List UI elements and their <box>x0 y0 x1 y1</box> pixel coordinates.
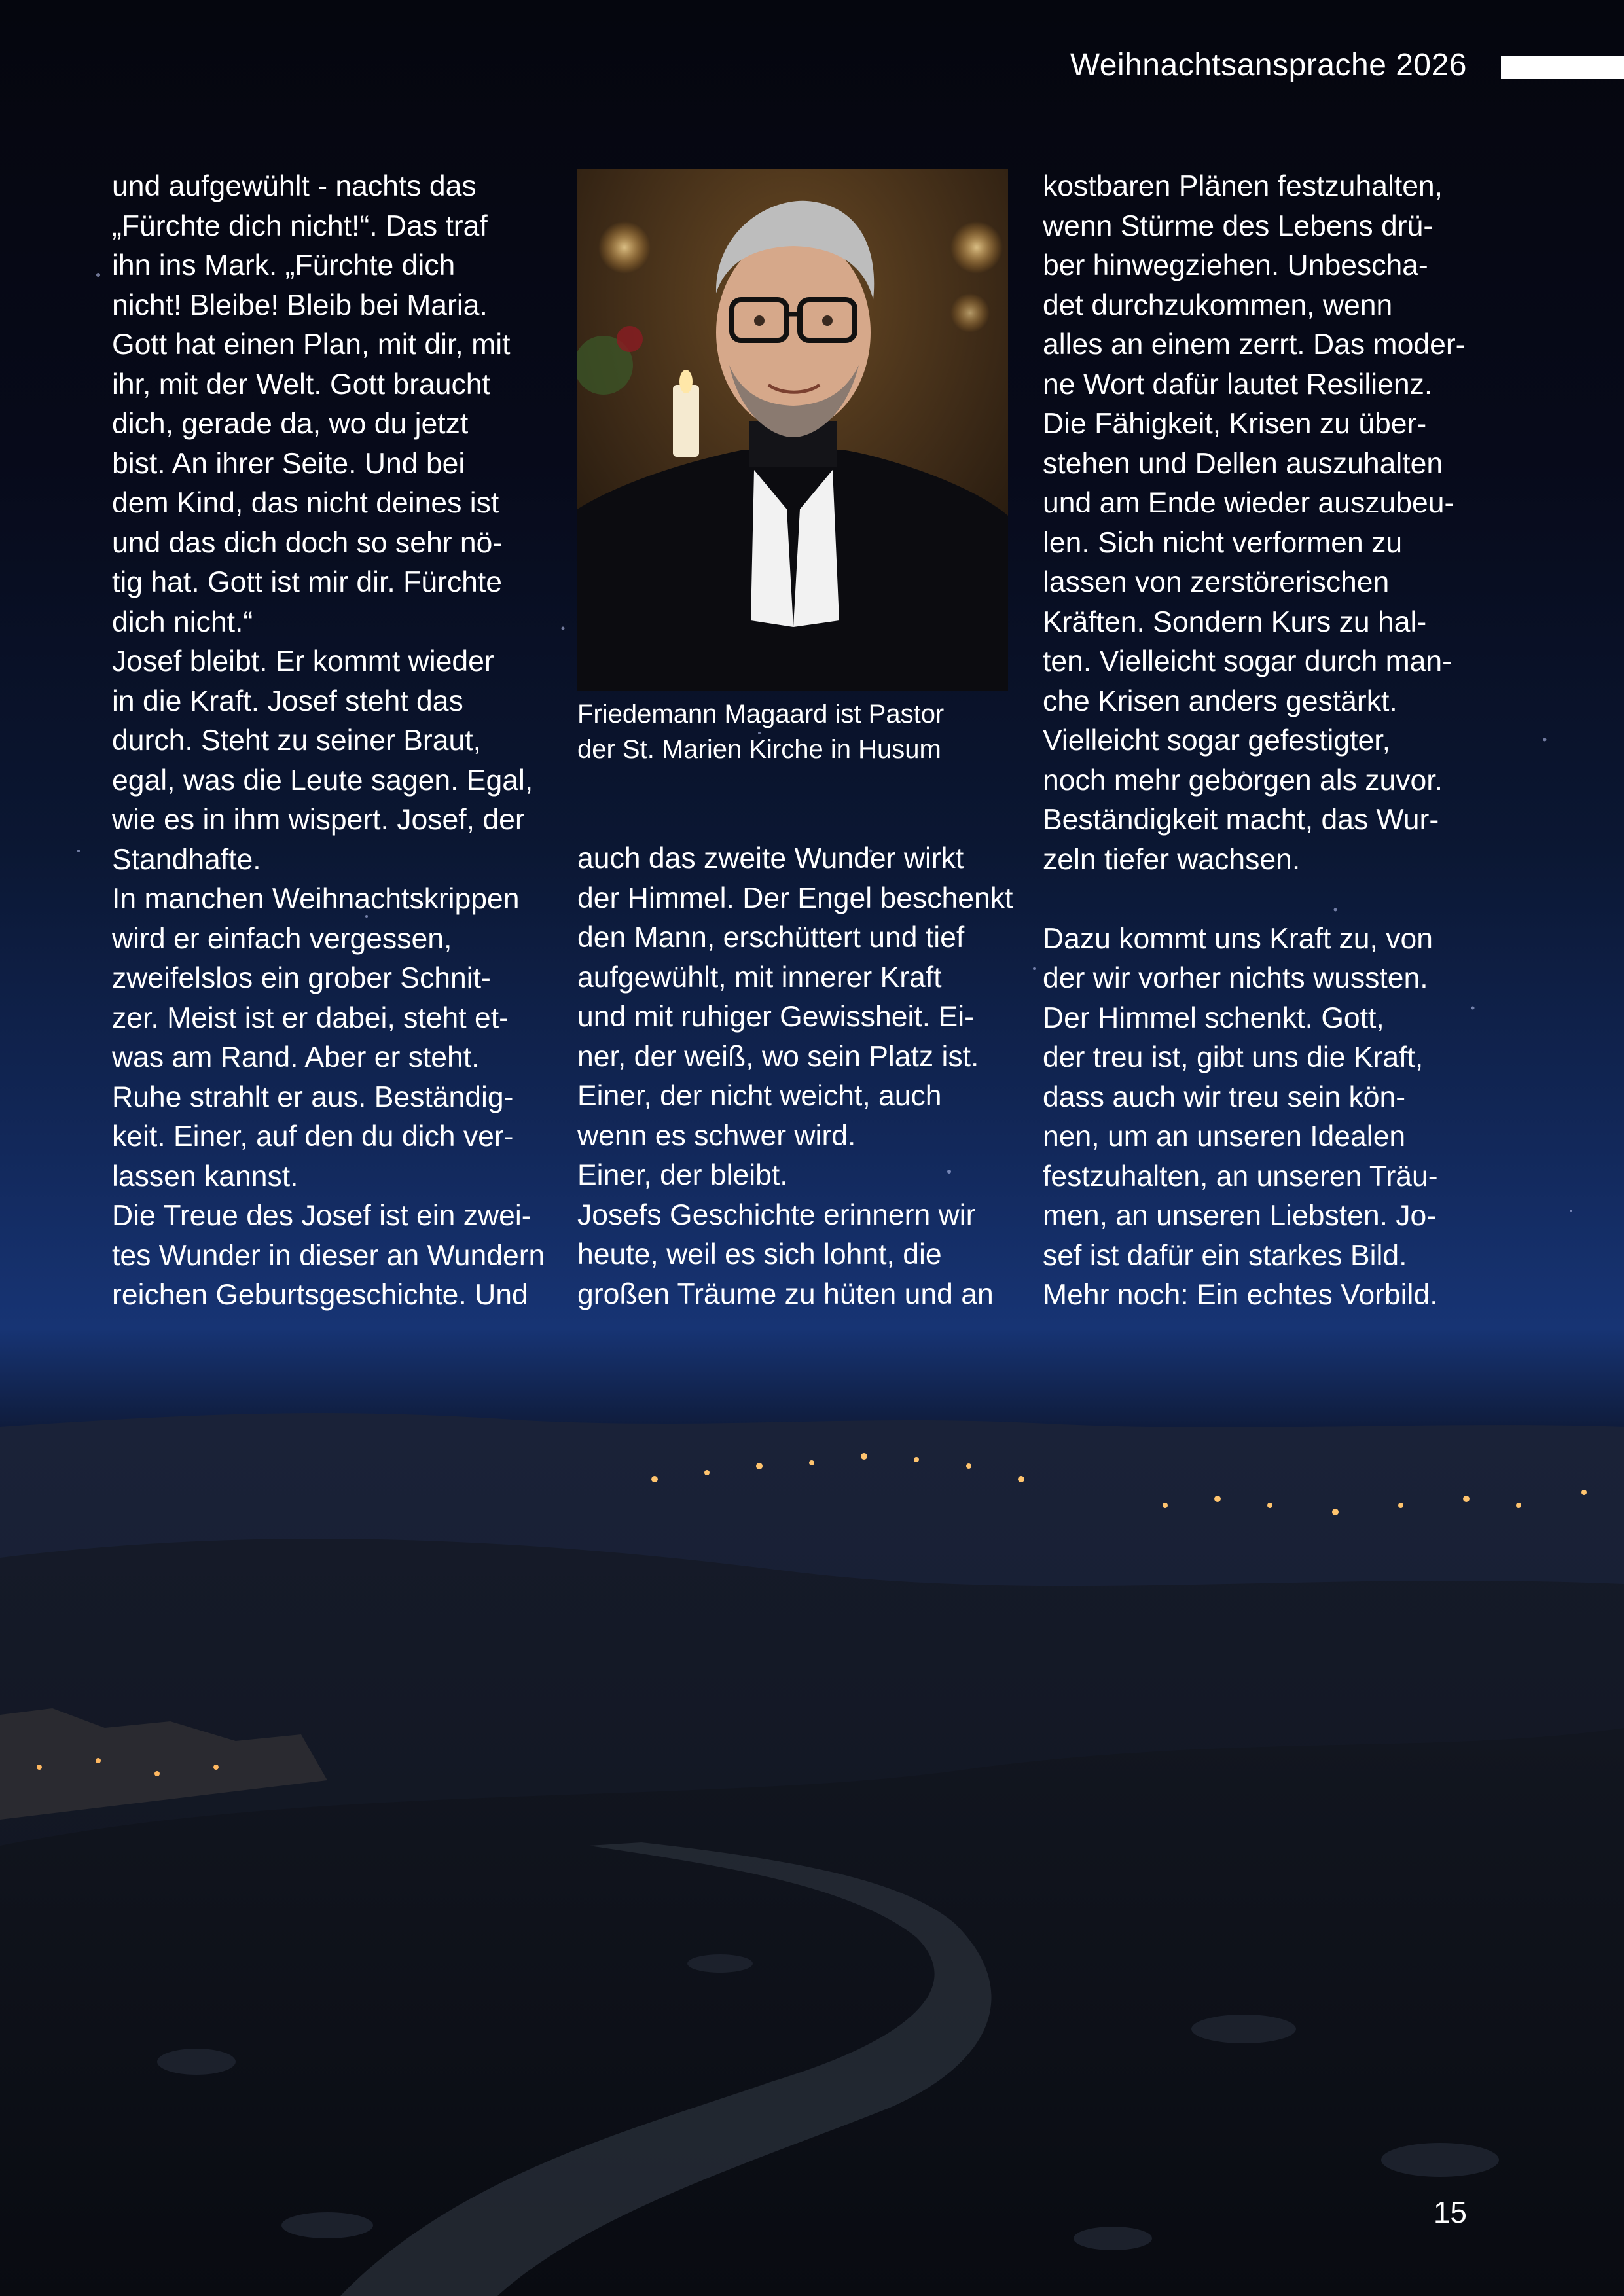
text-line: Josefs Geschichte erinnern wir <box>577 1198 976 1231</box>
text-line: festzuhalten, an unseren Träu- <box>1043 1160 1438 1193</box>
caption-line: der St. Marien Kirche in Husum <box>577 735 941 764</box>
text-line: Die Fähigkeit, Krisen zu über- <box>1043 408 1427 440</box>
portrait-illustration <box>577 169 1008 691</box>
text-line: dass auch wir treu sein kön- <box>1043 1081 1406 1113</box>
text-line: den Mann, erschüttert und tief <box>577 922 965 954</box>
text-column-right <box>1043 167 1475 1316</box>
text-line: bist. An ihrer Seite. Und bei <box>112 447 465 480</box>
text-line: und mit ruhiger Gewissheit. Ei- <box>577 1001 974 1033</box>
text-line: Der Himmel schenkt. Gott, <box>1043 1001 1384 1034</box>
text-line: ihr, mit der Welt. Gott braucht <box>112 368 490 401</box>
text-line: Einer, der bleibt. <box>577 1159 788 1191</box>
text-column-middle <box>577 839 1013 1314</box>
text-line: noch mehr geborgen als zuvor. <box>1043 764 1443 797</box>
text-line: ten. Vielleicht sogar durch man- <box>1043 645 1452 677</box>
text-line: Gott hat einen Plan, mit dir, mit <box>112 329 511 361</box>
text-line: zeln tiefer wachsen. <box>1043 843 1301 876</box>
text-line: „Fürchte dich nicht!“. Das traf <box>112 209 488 242</box>
paragraph-gap <box>1043 880 1475 920</box>
text-line: und am Ende wieder auszubeu- <box>1043 487 1454 519</box>
text-line: alles an einem zerrt. Das moder- <box>1043 329 1466 361</box>
text-line: wie es in ihm wispert. Josef, der <box>112 804 525 836</box>
text-line: sef ist dafür ein starkes Bild. <box>1043 1239 1407 1272</box>
text-column-left <box>112 167 544 1316</box>
text-line: der Himmel. Der Engel beschenkt <box>577 882 1013 914</box>
text-line: dich nicht.“ <box>112 605 253 638</box>
text-line: nicht! Bleibe! Bleib bei Maria. <box>112 289 488 321</box>
text-line: ber hinwegziehen. Unbescha- <box>1043 249 1428 281</box>
text-line: dem Kind, das nicht deines ist <box>112 487 499 519</box>
text-line: Ruhe strahlt er aus. Beständig- <box>112 1081 514 1113</box>
text-line: Vielleicht sogar gefestigter, <box>1043 725 1391 757</box>
header-accent-bar <box>1501 56 1624 79</box>
text-line: heute, weil es sich lohnt, die <box>577 1238 942 1270</box>
text-line: Die Treue des Josef ist ein zwei- <box>112 1200 532 1232</box>
text-line: Josef bleibt. Er kommt wieder <box>112 645 494 677</box>
text-line: ihn ins Mark. „Fürchte dich <box>112 249 456 281</box>
text-line: len. Sich nicht verformen zu <box>1043 526 1403 559</box>
text-line: zweifelslos ein grober Schnit- <box>112 962 491 994</box>
text-line: In manchen Weihnachtskrippen <box>112 883 520 915</box>
text-line: ner, der weiß, wo sein Platz ist. <box>577 1040 979 1073</box>
text-line: der treu ist, gibt uns die Kraft, <box>1043 1041 1424 1073</box>
text-line: zer. Meist ist er dabei, steht et- <box>112 1001 509 1034</box>
text-line: Beständigkeit macht, das Wur- <box>1043 804 1439 836</box>
text-line: Standhafte. <box>112 843 261 876</box>
text-line: was am Rand. Aber er steht. <box>112 1041 480 1073</box>
text-line: tig hat. Gott ist mir dir. Fürchte <box>112 566 502 598</box>
text-line: und das dich doch so sehr nö- <box>112 526 503 559</box>
text-line: ne Wort dafür lautet Resilienz. <box>1043 368 1433 401</box>
text-line: aufgewühlt, mit innerer Kraft <box>577 961 942 994</box>
near-hills <box>0 1728 1624 2296</box>
text-line: in die Kraft. Josef steht das <box>112 685 463 717</box>
text-line: wenn es schwer wird. <box>577 1119 856 1152</box>
text-line: stehen und Dellen auszuhalten <box>1043 447 1443 480</box>
text-line: keit. Einer, auf den du dich ver- <box>112 1121 514 1153</box>
text-line: Dazu kommt uns Kraft zu, von <box>1043 922 1434 955</box>
text-line: wenn Stürme des Lebens drü- <box>1043 209 1434 242</box>
page-header <box>0 46 1624 85</box>
text-line: Einer, der nicht weicht, auch <box>577 1080 942 1112</box>
text-line: egal, was die Leute sagen. Egal, <box>112 764 533 797</box>
text-line: dich, gerade da, wo du jetzt <box>112 408 469 440</box>
text-line: lassen von zerstörerischen <box>1043 566 1390 598</box>
text-line: durch. Steht zu seiner Braut, <box>112 725 481 757</box>
text-line: Mehr noch: Ein echtes Vorbild. <box>1043 1279 1438 1311</box>
text-line: lassen kannst. <box>112 1160 298 1193</box>
text-line: kostbaren Plänen festzuhalten, <box>1043 170 1443 202</box>
text-line: und aufgewühlt - nachts das <box>112 170 477 202</box>
text-line: wird er einfach vergessen, <box>112 922 452 955</box>
text-line: auch das zweite Wunder wirkt <box>577 842 964 874</box>
page-number: 15 <box>1433 2195 1467 2229</box>
caption-line: Friedemann Magaard ist Pastor <box>577 700 945 728</box>
text-line: det durchzukommen, wenn <box>1043 289 1393 321</box>
photo-caption <box>577 696 1009 767</box>
text-line: che Krisen anders gestärkt. <box>1043 685 1398 717</box>
text-line: großen Träume zu hüten und an <box>577 1278 994 1310</box>
text-line: men, an unseren Liebsten. Jo- <box>1043 1200 1437 1232</box>
text-line: tes Wunder in dieser an Wundern <box>112 1239 545 1272</box>
text-line: nen, um an unseren Idealen <box>1043 1121 1406 1153</box>
text-line: reichen Geburtsgeschichte. Und <box>112 1279 528 1311</box>
header-title: Weihnachtsansprache 2026 <box>1070 48 1467 82</box>
text-line: der wir vorher nichts wussten. <box>1043 962 1428 994</box>
pastor-portrait-photo <box>577 169 1008 691</box>
text-line: Kräften. Sondern Kurs zu hal- <box>1043 605 1427 638</box>
